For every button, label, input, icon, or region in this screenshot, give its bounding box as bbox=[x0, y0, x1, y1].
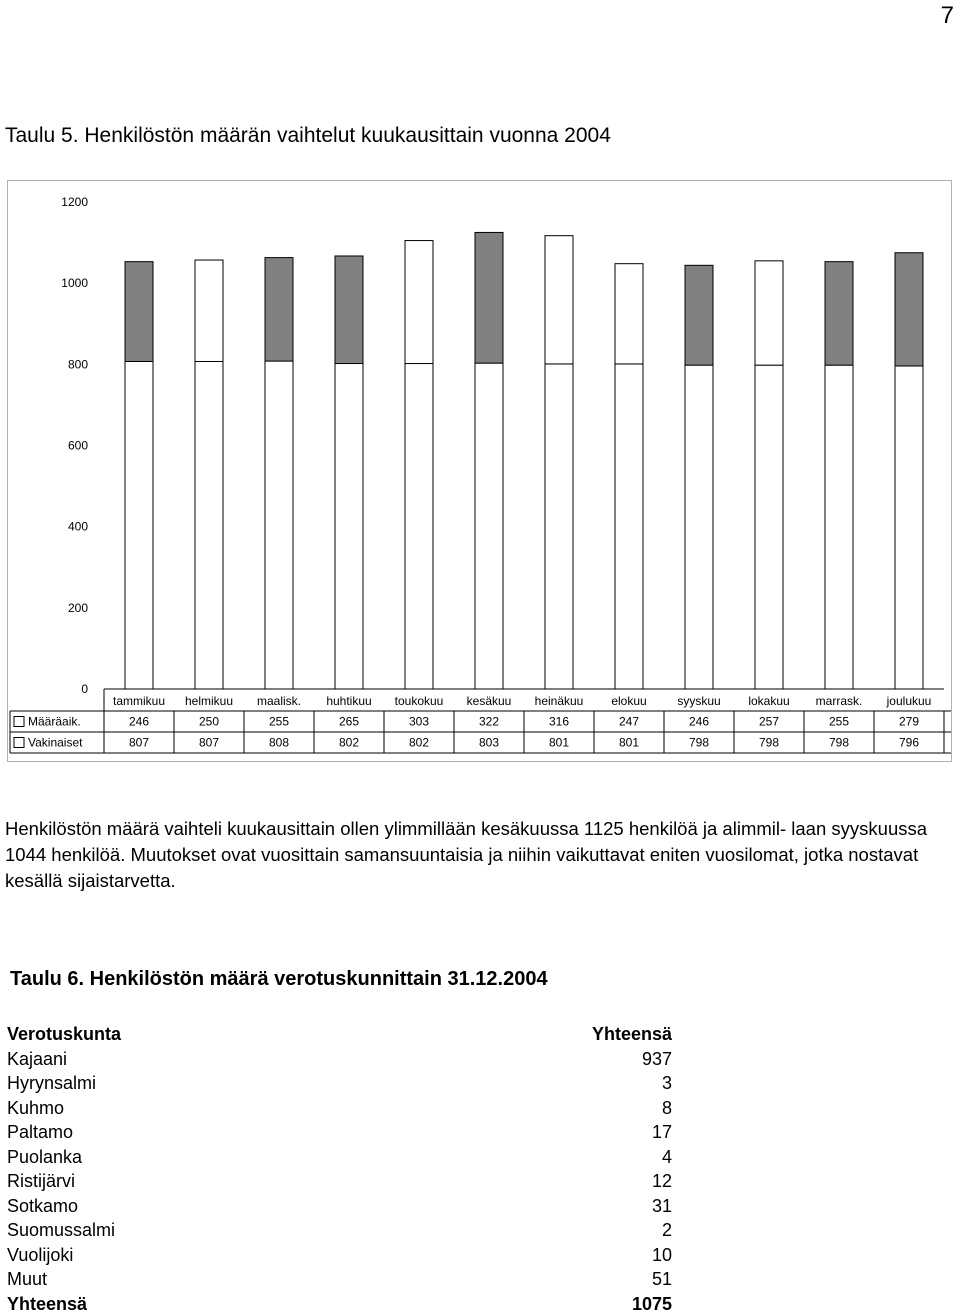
bar-maaraaik bbox=[405, 241, 433, 364]
row-municipality: Kajaani bbox=[7, 1047, 407, 1072]
data-label: 265 bbox=[339, 715, 359, 729]
x-tick-label: tammikuu bbox=[113, 694, 165, 708]
bar-maaraaik bbox=[825, 262, 853, 365]
data-label: 303 bbox=[409, 715, 429, 729]
row-total: 3 bbox=[407, 1071, 672, 1096]
row-total: 12 bbox=[407, 1169, 672, 1194]
bar-vakinaiset bbox=[615, 364, 643, 689]
data-label: 255 bbox=[269, 715, 289, 729]
table-header-row bbox=[7, 1022, 672, 1047]
x-tick-label: toukokuu bbox=[395, 694, 444, 708]
data-label: 250 bbox=[199, 715, 219, 729]
bar-maaraaik bbox=[195, 260, 223, 361]
data-label: 798 bbox=[689, 736, 709, 750]
bar-vakinaiset bbox=[545, 364, 573, 689]
stacked-bar-chart bbox=[8, 181, 953, 763]
header-total: Yhteensä bbox=[407, 1022, 672, 1047]
y-tick-label: 1200 bbox=[61, 195, 88, 209]
y-tick-label: 200 bbox=[68, 601, 88, 615]
legend-label: Vakinaiset bbox=[28, 736, 83, 750]
data-label: 246 bbox=[129, 715, 149, 729]
data-label: 801 bbox=[619, 736, 639, 750]
chart-frame bbox=[7, 180, 952, 762]
bar-vakinaiset bbox=[335, 364, 363, 689]
data-label: 802 bbox=[339, 736, 359, 750]
bar-maaraaik bbox=[685, 265, 713, 365]
row-total: 4 bbox=[407, 1145, 672, 1170]
row-municipality: Kuhmo bbox=[7, 1096, 407, 1121]
bar-vakinaiset bbox=[895, 366, 923, 689]
data-label: 255 bbox=[829, 715, 849, 729]
bar-maaraaik bbox=[475, 232, 503, 363]
data-label: 316 bbox=[549, 715, 569, 729]
footer-total: 1075 bbox=[407, 1292, 672, 1316]
bar-vakinaiset bbox=[265, 361, 293, 689]
table-body bbox=[7, 1047, 672, 1292]
y-tick-label: 0 bbox=[81, 682, 88, 696]
data-label: 798 bbox=[829, 736, 849, 750]
table-row bbox=[7, 1145, 672, 1170]
table-row bbox=[7, 1096, 672, 1121]
legend-label: Määräaik. bbox=[28, 715, 81, 729]
row-total: 2 bbox=[407, 1218, 672, 1243]
table-row bbox=[7, 1243, 672, 1268]
bar-maaraaik bbox=[125, 262, 153, 362]
x-tick-label: joulukuu bbox=[886, 694, 932, 708]
bar-vakinaiset bbox=[195, 361, 223, 689]
row-total: 51 bbox=[407, 1267, 672, 1292]
table-row bbox=[7, 1218, 672, 1243]
data-label: 808 bbox=[269, 736, 289, 750]
x-tick-label: lokakuu bbox=[748, 694, 789, 708]
header-municipality: Verotuskunta bbox=[7, 1022, 407, 1047]
data-label: 257 bbox=[759, 715, 779, 729]
table-row bbox=[7, 1047, 672, 1072]
row-municipality: Hyrynsalmi bbox=[7, 1071, 407, 1096]
row-total: 17 bbox=[407, 1120, 672, 1145]
data-label: 247 bbox=[619, 715, 639, 729]
bar-vakinaiset bbox=[475, 363, 503, 689]
x-tick-label: heinäkuu bbox=[535, 694, 584, 708]
footer-label: Yhteensä bbox=[7, 1292, 407, 1316]
bar-maaraaik bbox=[335, 256, 363, 364]
data-label: 246 bbox=[689, 715, 709, 729]
data-label: 807 bbox=[129, 736, 149, 750]
data-label: 802 bbox=[409, 736, 429, 750]
bar-vakinaiset bbox=[685, 365, 713, 689]
legend-swatch bbox=[14, 717, 24, 727]
bar-vakinaiset bbox=[405, 364, 433, 689]
data-label: 798 bbox=[759, 736, 779, 750]
table-row bbox=[7, 1267, 672, 1292]
bar-vakinaiset bbox=[125, 361, 153, 689]
row-municipality: Sotkamo bbox=[7, 1194, 407, 1219]
y-tick-label: 800 bbox=[68, 357, 88, 371]
page-number: 7 bbox=[941, 2, 954, 30]
x-tick-label: marrask. bbox=[816, 694, 863, 708]
bar-vakinaiset bbox=[825, 365, 853, 689]
x-tick-label: huhtikuu bbox=[326, 694, 371, 708]
y-tick-label: 400 bbox=[68, 520, 88, 534]
data-label: 801 bbox=[549, 736, 569, 750]
row-municipality: Vuolijoki bbox=[7, 1243, 407, 1268]
data-label: 279 bbox=[899, 715, 919, 729]
data-label: 796 bbox=[899, 736, 919, 750]
bar-maaraaik bbox=[615, 264, 643, 364]
x-tick-label: maalisk. bbox=[257, 694, 301, 708]
row-municipality: Puolanka bbox=[7, 1145, 407, 1170]
row-municipality: Paltamo bbox=[7, 1120, 407, 1145]
data-label: 803 bbox=[479, 736, 499, 750]
bar-maaraaik bbox=[545, 236, 573, 364]
row-municipality: Suomussalmi bbox=[7, 1218, 407, 1243]
table6-title: Taulu 6. Henkilöstön määrä verotuskunnittain 31.12.2004 bbox=[10, 968, 548, 991]
data-label: 807 bbox=[199, 736, 219, 750]
bar-vakinaiset bbox=[755, 365, 783, 689]
y-tick-label: 1000 bbox=[61, 276, 88, 290]
row-total: 8 bbox=[407, 1096, 672, 1121]
data-label: 322 bbox=[479, 715, 499, 729]
x-tick-label: helmikuu bbox=[185, 694, 233, 708]
y-tick-label: 600 bbox=[68, 439, 88, 453]
table5-title: Taulu 5. Henkilöstön määrän vaihtelut kuukausittain vuonna 2004 bbox=[5, 124, 611, 148]
table-row bbox=[7, 1120, 672, 1145]
table-row bbox=[7, 1071, 672, 1096]
bar-maaraaik bbox=[895, 253, 923, 366]
bar-maaraaik bbox=[755, 261, 783, 365]
x-tick-label: elokuu bbox=[611, 694, 646, 708]
x-tick-label: syyskuu bbox=[677, 694, 720, 708]
x-tick-label: kesäkuu bbox=[467, 694, 512, 708]
row-municipality: Muut bbox=[7, 1267, 407, 1292]
row-total: 10 bbox=[407, 1243, 672, 1268]
table-row bbox=[7, 1169, 672, 1194]
body-paragraph: Henkilöstön määrä vaihteli kuukausittain ollen ylimmillään kesäkuussa 1125 henkilöä ja alimmil- laan syyskuussa 1044 henkilöä. Muutokset ovat vuosittain samansuuntaisia ja niihin vaikuttavat eniten vuosilomat, jotka nostavat kesällä sijaistarvetta. bbox=[5, 816, 940, 894]
tax-municipality-table bbox=[7, 1022, 672, 1316]
table-footer-row bbox=[7, 1292, 672, 1316]
table-row bbox=[7, 1194, 672, 1219]
row-total: 937 bbox=[407, 1047, 672, 1072]
legend-swatch bbox=[14, 738, 24, 748]
row-total: 31 bbox=[407, 1194, 672, 1219]
row-municipality: Ristijärvi bbox=[7, 1169, 407, 1194]
bar-maaraaik bbox=[265, 258, 293, 361]
